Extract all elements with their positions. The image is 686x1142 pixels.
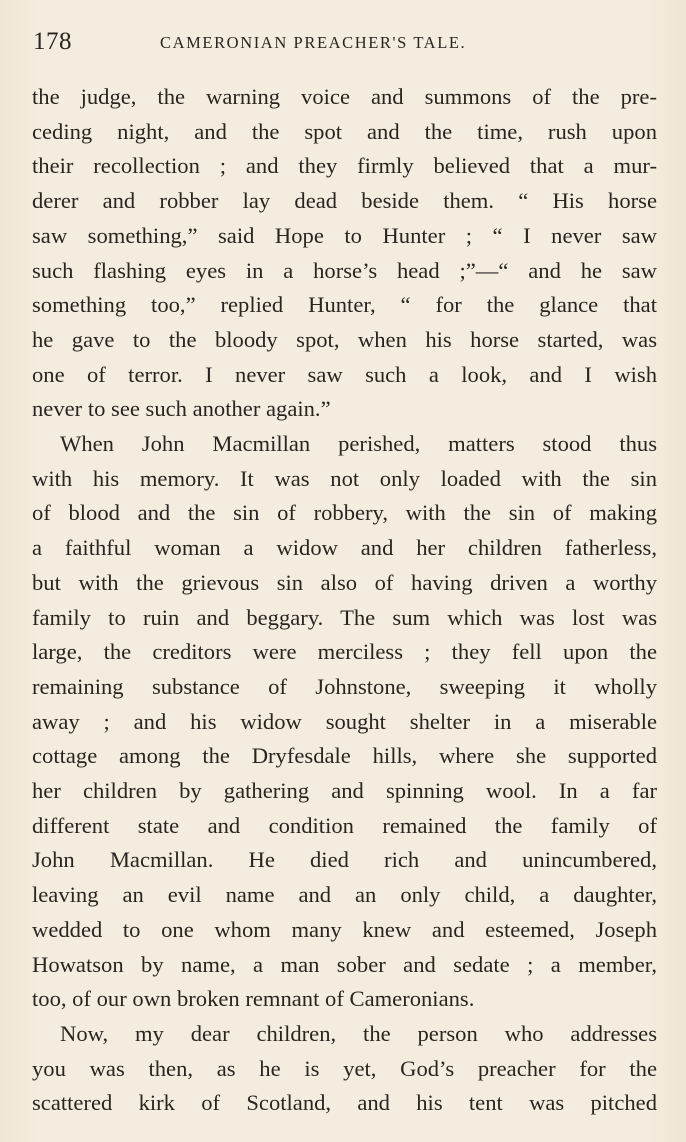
- text-line: saw something,” said Hope to Hunter ; “ I never saw: [32, 222, 657, 248]
- text-line: When John Macmillan perished, matters stood thus: [60, 431, 657, 457]
- text-line: Now, my dear children, the person who addresses: [60, 1020, 657, 1046]
- text-line: such flashing eyes in a horse’s head ;”—“ and he saw: [32, 257, 657, 283]
- text-line: a faithful woman a widow and her children fatherless,: [32, 535, 657, 561]
- text-line: something too,” replied Hunter, “ for the glance that: [32, 292, 657, 318]
- text-line: too, of our own broken remnant of Cameronians.: [32, 986, 475, 1012]
- text-line: large, the creditors were merciless ; they fell upon the: [32, 639, 657, 665]
- text-line: you was then, as he is yet, God’s preacher for the: [32, 1055, 657, 1081]
- text-line: John Macmillan. He died rich and unincumbered,: [32, 847, 657, 873]
- text-line: away ; and his widow sought shelter in a miserable: [32, 708, 657, 734]
- text-line: her children by gathering and spinning wool. In a far: [32, 778, 657, 804]
- text-line: one of terror. I never saw such a look, and I wish: [32, 361, 657, 387]
- paragraph-2: [32, 427, 657, 1017]
- page-number: 178: [33, 28, 72, 55]
- text-line: Howatson by name, a man sober and sedate ; a member,: [32, 951, 657, 977]
- text-line: their recollection ; and they firmly believed that a mur-: [32, 153, 657, 179]
- text-line: family to ruin and beggary. The sum which was lost was: [32, 604, 657, 630]
- text-line: cottage among the Dryfesdale hills, where she supported: [32, 743, 657, 769]
- text-line: wedded to one whom many knew and esteemed, Joseph: [32, 916, 657, 942]
- text-line: different state and condition remained the family of: [32, 812, 657, 838]
- text-line: scattered kirk of Scotland, and his tent was pitched: [32, 1090, 657, 1116]
- text-line: but with the grievous sin also of having driven a worthy: [32, 569, 657, 595]
- paragraph-1: [32, 80, 657, 427]
- paragraph-3: [32, 1017, 657, 1121]
- text-line: with his memory. It was not only loaded with the sin: [32, 465, 657, 491]
- text-line: he gave to the bloody spot, when his horse started, was: [32, 326, 657, 352]
- text-line: the judge, the warning voice and summons of the pre-: [32, 84, 657, 109]
- text-line: ceding night, and the spot and the time, rush upon: [32, 118, 657, 144]
- text-line: derer and robber lay dead beside them. “ His horse: [32, 188, 657, 214]
- running-title: CAMERONIAN PREACHER'S TALE.: [160, 33, 467, 52]
- text-line: remaining substance of Johnstone, sweeping it wholly: [32, 673, 657, 699]
- body-text: [32, 80, 657, 1121]
- text-line: of blood and the sin of robbery, with the sin of making: [32, 500, 657, 526]
- running-head: [33, 28, 656, 64]
- text-line: never to see such another again.”: [32, 396, 331, 422]
- text-line: leaving an evil name and an only child, a daughter,: [32, 882, 657, 908]
